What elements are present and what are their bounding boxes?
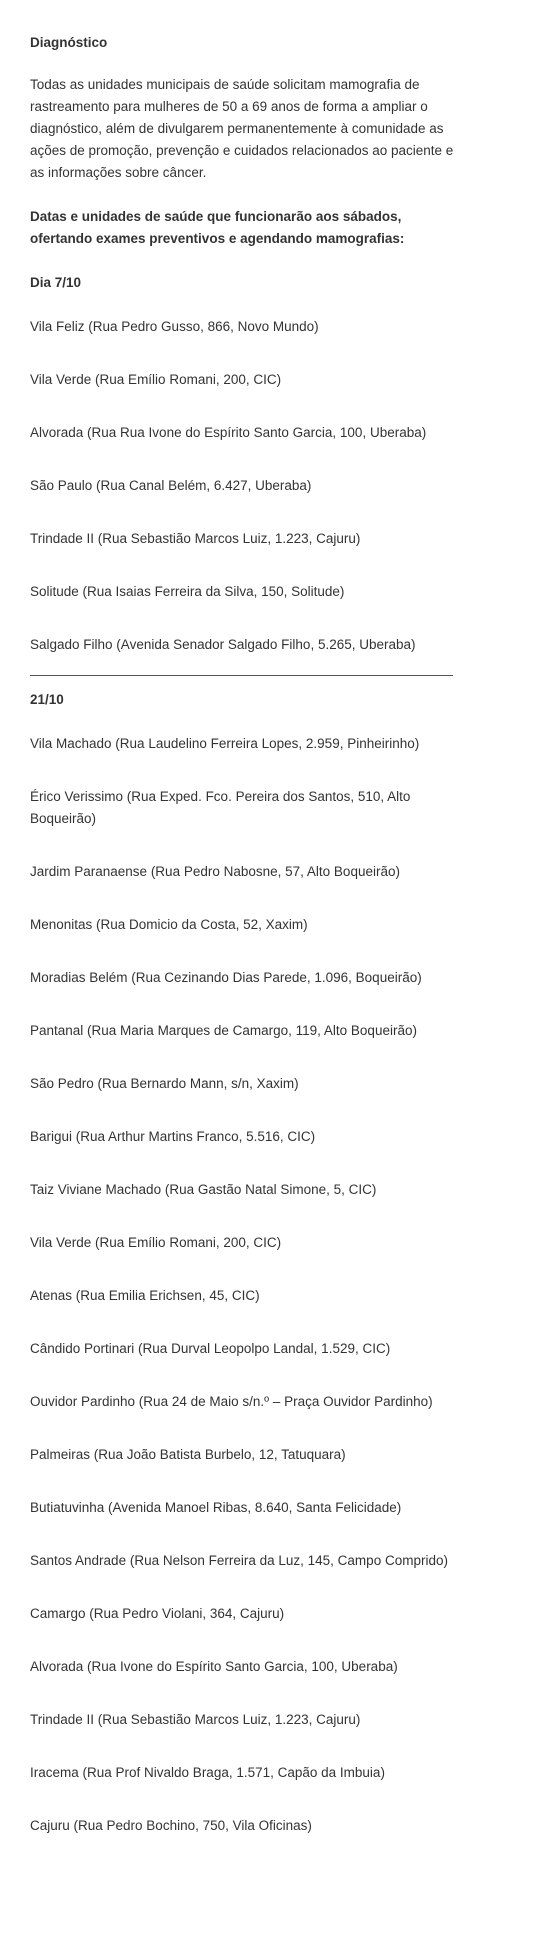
list-item: Palmeiras (Rua João Batista Burbelo, 12, Tatuquara) [30, 1447, 346, 1462]
section-divider [30, 675, 453, 676]
list-item: Barigui (Rua Arthur Martins Franco, 5.516, CIC) [30, 1129, 316, 1144]
intro-paragraph: Todas as unidades municipais de saúde solicitam mamografia de rastreamento para mulheres de 50 a 69 anos de forma a ampliar o diagnóstico, além de divulgarem permanentemente à comunidade as ações de promoção, prevenção e cuidados relacionados ao paciente e as informações sobre câncer. [30, 77, 454, 180]
schedule-lead: Datas e unidades de saúde que funcionarão aos sábados, ofertando exames preventivos e agendando mamografias: [30, 209, 405, 246]
list-item: Solitude (Rua Isaias Ferreira da Silva, 150, Solitude) [30, 584, 345, 599]
list-item: Pantanal (Rua Maria Marques de Camargo, 119, Alto Boqueirão) [30, 1023, 417, 1038]
unit-list-21-10 [30, 733, 456, 1837]
list-item: Vila Verde (Rua Emílio Romani, 200, CIC) [30, 372, 282, 387]
list-item: São Pedro (Rua Bernardo Mann, s/n, Xaxim) [30, 1076, 299, 1091]
list-item: Salgado Filho (Avenida Senador Salgado Filho, 5.265, Uberaba) [30, 637, 416, 652]
list-item: Atenas (Rua Emilia Erichsen, 45, CIC) [30, 1288, 260, 1303]
section-heading: Diagnóstico [30, 35, 108, 50]
list-item: Trindade II (Rua Sebastião Marcos Luiz, 1.223, Cajuru) [30, 1712, 361, 1727]
list-item: Vila Feliz (Rua Pedro Gusso, 866, Novo Mundo) [30, 319, 319, 334]
list-item: Menonitas (Rua Domicio da Costa, 52, Xaxim) [30, 917, 308, 932]
list-item: Trindade II (Rua Sebastião Marcos Luiz, 1.223, Cajuru) [30, 531, 361, 546]
list-item: Cândido Portinari (Rua Durval Leopolpo Landal, 1.529, CIC) [30, 1341, 391, 1356]
list-item: Ouvidor Pardinho (Rua 24 de Maio s/n.º – Praça Ouvidor Pardinho) [30, 1394, 433, 1409]
list-item: Taiz Viviane Machado (Rua Gastão Natal Simone, 5, CIC) [30, 1182, 377, 1197]
day-title-7-10: Dia 7/10 [30, 275, 82, 290]
day-title-21-10: 21/10 [30, 692, 64, 707]
list-item: Cajuru (Rua Pedro Bochino, 750, Vila Oficinas) [30, 1818, 312, 1833]
unit-list-7-10 [30, 316, 456, 656]
list-item: Alvorada (Rua Ivone do Espírito Santo Garcia, 100, Uberaba) [30, 1659, 398, 1674]
list-item: Jardim Paranaense (Rua Pedro Nabosne, 57, Alto Boqueirão) [30, 864, 400, 879]
list-item: Camargo (Rua Pedro Violani, 364, Cajuru) [30, 1606, 285, 1621]
list-item: Iracema (Rua Prof Nivaldo Braga, 1.571, Capão da Imbuia) [30, 1765, 385, 1780]
list-item: Alvorada (Rua Rua Ivone do Espírito Santo Garcia, 100, Uberaba) [30, 425, 427, 440]
list-item: Érico Verissimo (Rua Exped. Fco. Pereira dos Santos, 510, Alto Boqueirão) [30, 789, 411, 826]
list-item: Vila Machado (Rua Laudelino Ferreira Lopes, 2.959, Pinheirinho) [30, 736, 420, 751]
list-item: Butiatuvinha (Avenida Manoel Ribas, 8.640, Santa Felicidade) [30, 1500, 402, 1515]
list-item: Vila Verde (Rua Emílio Romani, 200, CIC) [30, 1235, 282, 1250]
list-item: São Paulo (Rua Canal Belém, 6.427, Uberaba) [30, 478, 312, 493]
list-item: Moradias Belém (Rua Cezinando Dias Parede, 1.096, Boqueirão) [30, 970, 422, 985]
list-item: Santos Andrade (Rua Nelson Ferreira da Luz, 145, Campo Comprido) [30, 1553, 448, 1568]
